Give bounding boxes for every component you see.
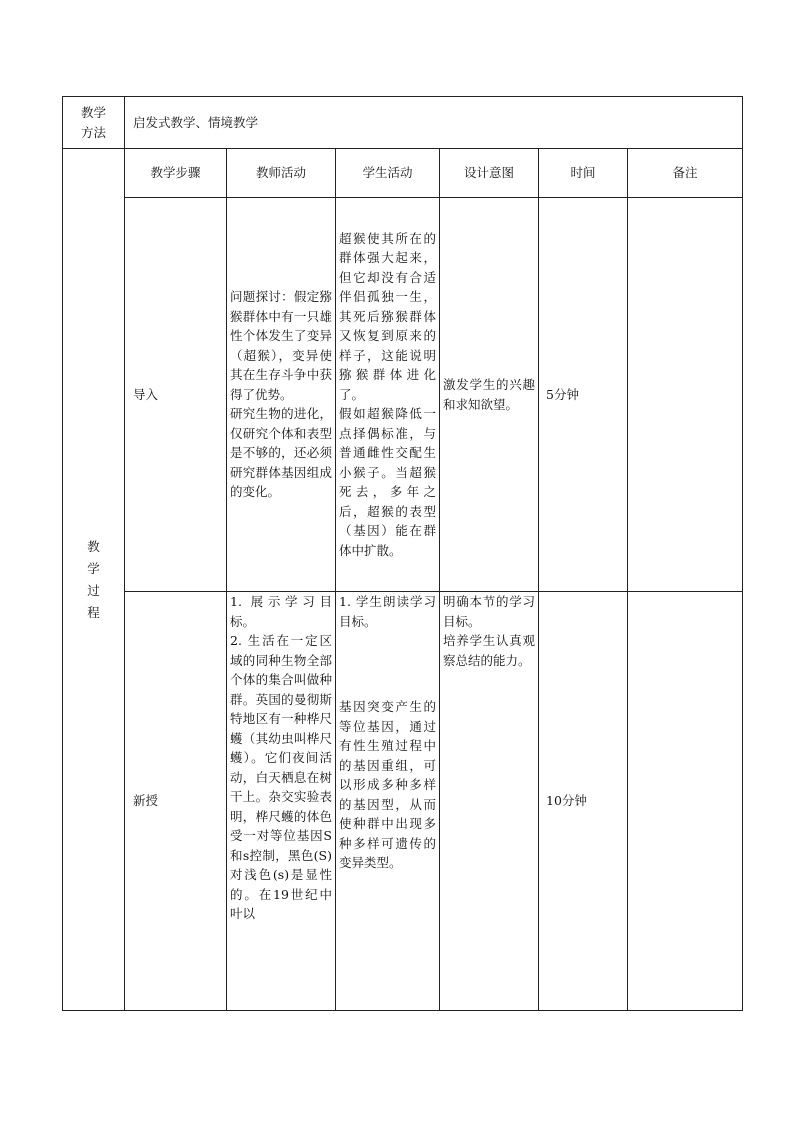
time-cell: 5分钟 bbox=[539, 198, 628, 592]
header-row bbox=[63, 149, 743, 198]
teaching-method-label-line2: 方法 bbox=[80, 124, 106, 140]
step-cell: 新授 bbox=[125, 592, 227, 1011]
teacher-activity-cell bbox=[227, 592, 336, 1011]
step-cell: 导入 bbox=[125, 198, 227, 592]
student-activity-cell bbox=[336, 592, 440, 1011]
teaching-method-label bbox=[63, 97, 125, 149]
teaching-method-value: 启发式教学、情境教学 bbox=[125, 97, 743, 149]
spacer bbox=[339, 631, 436, 697]
teacher-activity-text: 问题探讨：假定猕猴群体中有一只雄性个体发生了变异（超猴），变异使其在生存斗争中获得了优势。 bbox=[230, 289, 332, 402]
student-activity-text: 假如超猴降低一点择偶标准，与普通雌性交配生小猴子。当超猴死去，多年之后，超猴的表型（基因）能在群体中扩散。 bbox=[339, 406, 436, 558]
teacher-activity-text: 研究生物的进化，仅研究个体和表型是不够的，还必须研究群体基因组成的变化。 bbox=[230, 406, 332, 500]
header-step: 教学步骤 bbox=[125, 149, 227, 198]
teacher-activity-text: 1. 展示学习目标。 bbox=[230, 594, 332, 629]
student-activity-text: 基因突变产生的等位基因，通过有性生殖过程中的基因重组，可以形成多种多样的基因型，从而使种群中出现多种多样可遗传的变异类型。 bbox=[339, 699, 436, 870]
notes-cell bbox=[628, 592, 743, 1011]
header-time: 时间 bbox=[539, 149, 628, 198]
teaching-method-label-line1: 教学 bbox=[80, 105, 106, 120]
student-activity-text: 超猴使其所在的群体强大起来，但它却没有合适伴侣孤独一生，其死后猕猴群体又恢复到原来的样子，这能说明猕猴群体进化了。 bbox=[339, 230, 436, 402]
time-cell: 10分钟 bbox=[539, 592, 628, 1011]
header-student-activity: 学生活动 bbox=[336, 149, 440, 198]
design-intent-text: 明确本节的学习目标。 bbox=[443, 594, 535, 629]
student-activity-cell bbox=[336, 198, 440, 592]
design-intent-cell bbox=[440, 592, 539, 1011]
header-design-intent: 设计意图 bbox=[440, 149, 539, 198]
notes-cell bbox=[628, 198, 743, 592]
table-row bbox=[63, 198, 743, 592]
student-activity-text: 1. 学生朗读学习目标。 bbox=[339, 594, 436, 629]
teaching-process-label: 教学过程 bbox=[63, 149, 125, 1011]
design-intent-text: 培养学生认真观察总结的能力。 bbox=[443, 633, 535, 668]
lesson-plan-table bbox=[62, 96, 743, 1011]
header-notes: 备注 bbox=[628, 149, 743, 198]
teacher-activity-text: 2. 生活在一定区域的同种生物全部个体的集合叫做种群。英国的曼彻斯特地区有一种桦尺蠖（其幼虫叫桦尺蠖）。它们夜间活动，白天栖息在树干上。杂交实验表明，桦尺蠖的体色受一对等位基因S和s控制，黑色(S)对浅色(s)是显性的。在19世纪中叶以 bbox=[230, 633, 332, 921]
table-row bbox=[63, 592, 743, 1011]
design-intent-cell bbox=[440, 198, 539, 592]
teacher-activity-cell bbox=[227, 198, 336, 592]
teaching-method-row bbox=[63, 97, 743, 149]
header-teacher-activity: 教师活动 bbox=[227, 149, 336, 198]
design-intent-text: 激发学生的兴趣和求知欲望。 bbox=[443, 377, 535, 412]
